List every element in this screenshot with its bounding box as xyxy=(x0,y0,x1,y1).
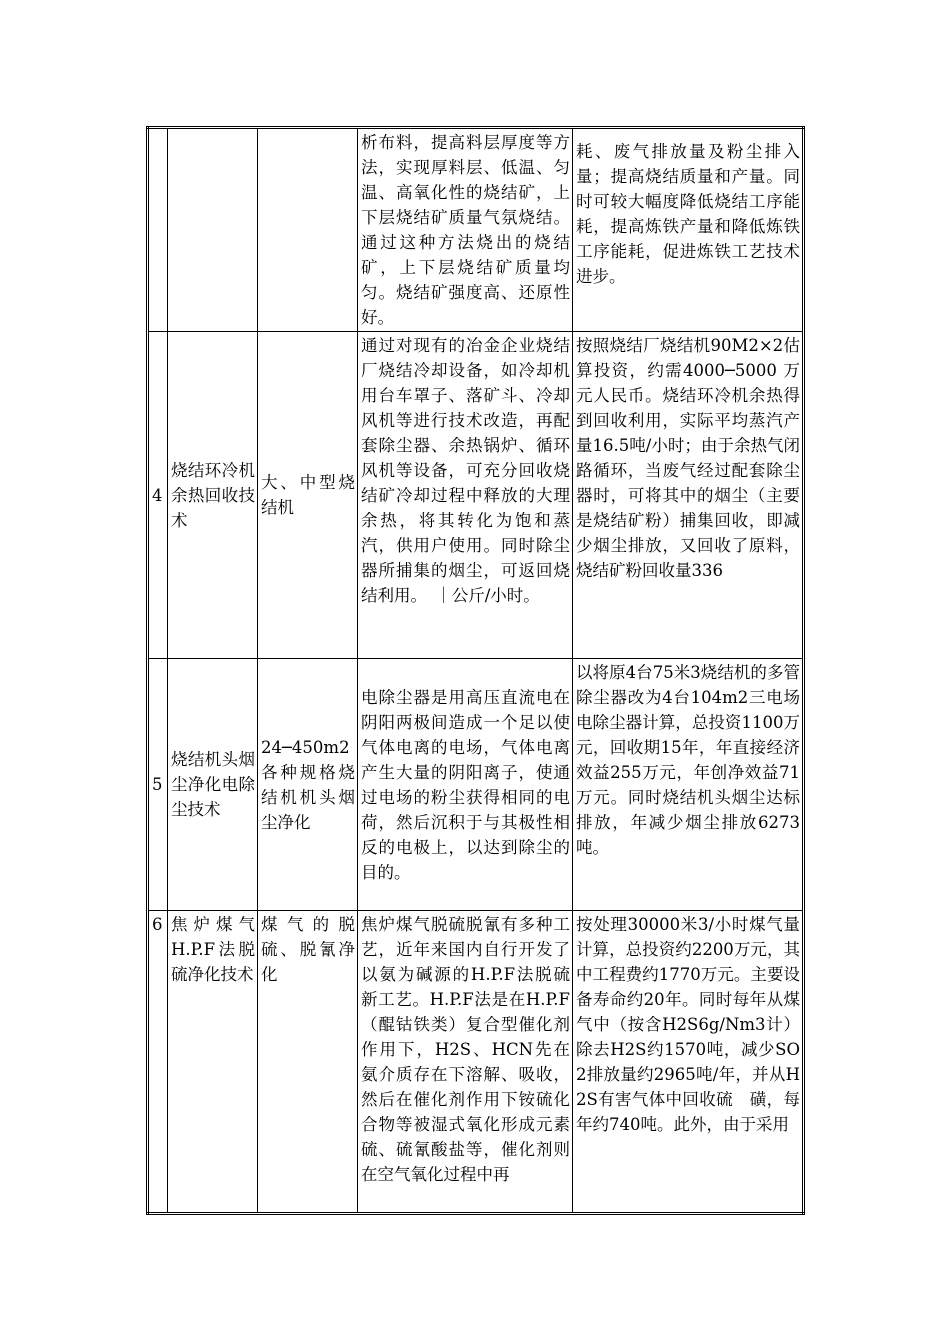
row-number-cell: 4 xyxy=(148,332,168,659)
application-scope-cell: 24─450m2各种规格烧结机机头烟尘净化 xyxy=(258,659,358,911)
table-row xyxy=(148,659,804,911)
investment-benefit-cell: 按照烧结厂烧结机90M2×2估算投资，约需4000─5000 万元人民币。烧结环冷机余热得到回收利用，实际平均蒸汽产量16.5吨/小时；由于余热气闭路循环，当废气经过配套除尘器时，可将其中的烟尘（主要是烧结矿粉）捕集回收，即减少烟尘排放，又回收了原料，烧结矿粉回收量336 xyxy=(573,332,804,659)
technology-name-cell: 烧结机头烟尘净化电除尘技术 xyxy=(168,659,258,911)
technology-description-cell: 通过对现有的冶金企业烧结厂烧结冷却设备，如冷却机用台车罩子、落矿斗、冷却风机等进行技术改造，再配套除尘器、余热锅炉、循环风机等设备，可充分回收烧结矿冷却过程中释放的大理余热，将其转化为饱和蒸汽，供用户使用。同时除尘器所捕集的烟尘，可返回烧结利用。 ｜公斤/小时。 xyxy=(358,332,573,659)
application-scope-cell: 煤气的脱硫、脱氰净化 xyxy=(258,911,358,1214)
technology-name-cell: 焦炉煤气H.P.F法脱硫净化技术 xyxy=(168,911,258,1214)
technology-description-cell: 焦炉煤气脱硫脱氰有多种工艺，近年来国内自行开发了以氨为碱源的H.P.F法脱硫新工艺。H.P.F法是在H.P.F（醌钴铁类）复合型催化剂作用下，H2S、HCN先在氨介质存在下溶解、吸收，然后在催化剂作用下铵硫化合物等被湿式氧化形成元素硫、硫氰酸盐等，催化剂则在空气氧化过程中再 xyxy=(358,911,573,1214)
investment-benefit-cell: 耗、废气排放量及粉尘排入量；提高烧结质量和产量。同时可较大幅度降低烧结工序能耗，提高炼铁产量和降低炼铁工序能耗，促进炼铁工艺技术进步。 xyxy=(573,128,804,332)
table-row xyxy=(148,128,804,332)
technology-table xyxy=(146,126,805,1215)
technology-description-cell: 析布料，提高料层厚度等方法，实现厚料层、低温、匀温、高氧化性的烧结矿，上下层烧结矿质量气氛烧结。通过这种方法烧出的烧结矿，上下层烧结矿质量均匀。烧结矿强度高、还原性好。 xyxy=(358,128,573,332)
table-row xyxy=(148,911,804,1214)
row-number-cell xyxy=(148,128,168,332)
technology-name-cell: 烧结环冷机余热回收技术 xyxy=(168,332,258,659)
investment-benefit-cell: 按处理30000米3/小时煤气量计算，总投资约2200万元，其中工程费约1770万元。主要设备寿命约20年。同时每年从煤气中（按含H2S6g/Nm3计）除去H2S约1570吨，减少SO2排放量约2965吨/年，并从H2S有害气体中回收硫 磺，每年约740吨。此外，由于采用 xyxy=(573,911,804,1214)
technology-description-cell: 电除尘器是用高压直流电在阴阳两极间造成一个足以使气体电离的电场，气体电离产生大量的阴阳离子，使通过电场的粉尘获得相同的电荷，然后沉积于与其极性相反的电极上，以达到除尘的目的。 xyxy=(358,659,573,911)
application-scope-cell: 大、中型烧结机 xyxy=(258,332,358,659)
row-number-cell: 6 xyxy=(148,911,168,1214)
technology-name-cell xyxy=(168,128,258,332)
investment-benefit-cell: 以将原4台75米3烧结机的多管除尘器改为4台104m2三电场电除尘器计算，总投资1100万元，回收期15年，年直接经济效益255万元，年创净效益71万元。同时烧结机头烟尘达标排放，年减少烟尘排放6273吨。 xyxy=(573,659,804,911)
application-scope-cell xyxy=(258,128,358,332)
table-row xyxy=(148,332,804,659)
row-number-cell: 5 xyxy=(148,659,168,911)
